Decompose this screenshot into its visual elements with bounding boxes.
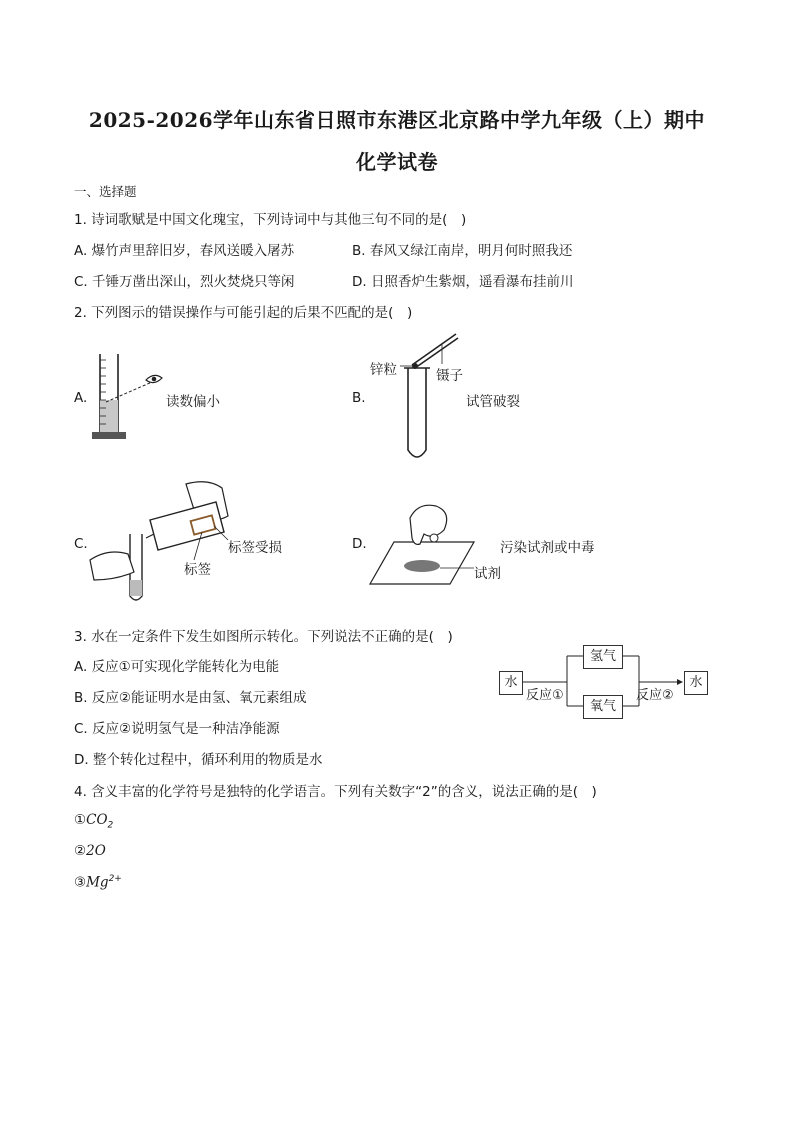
- paper-title-line1: 2025-2026学年山东省日照市东港区北京路中学九年级（上）期中: [88, 108, 706, 132]
- q2-stem: 2. 下列图示的错误操作与可能引起的后果不匹配的是( ): [74, 305, 413, 321]
- q3-option-b: B. 反应②能证明水是由氢、氧元素组成: [74, 690, 307, 706]
- section-heading: 一、选择题: [74, 184, 137, 199]
- tweezers-label: 镊子: [436, 368, 463, 384]
- q2-d-result: 污染试剂或中毒: [500, 540, 595, 556]
- label-caption: 标签: [184, 562, 211, 578]
- q4-item-3-superscript: 2+: [108, 874, 122, 884]
- q1-option-b: B. 春风又绿江南岸，明月何时照我还: [352, 243, 573, 259]
- pouring-liquid-figure: [88, 476, 238, 608]
- q4-item-3: [74, 874, 122, 891]
- hydrogen-box: 氢气: [583, 645, 623, 669]
- q3-option-c: C. 反应②说明氢气是一种洁净能源: [74, 721, 280, 737]
- q4-item-1-formula: CO: [86, 812, 108, 828]
- q4-item-1: [74, 812, 113, 831]
- graduated-cylinder-figure: [88, 350, 178, 442]
- q1-option-c: C. 千锤万凿出深山，烈火焚烧只等闲: [74, 274, 295, 290]
- q2-c-letter: C.: [74, 536, 88, 552]
- q4-item-1-subscript: 2: [107, 820, 114, 831]
- q4-item-3-mark: ③: [74, 874, 87, 891]
- reagent-label: 试剂: [474, 566, 501, 582]
- q2-a-letter: A.: [74, 390, 88, 406]
- oxygen-box: 氧气: [583, 695, 623, 719]
- q3-option-d: D. 整个转化过程中，循环利用的物质是水: [74, 752, 323, 768]
- zinc-leader-line: [398, 330, 458, 370]
- q1-stem: 1. 诗词歌赋是中国文化瑰宝，下列诗词中与其他三句不同的是( ): [74, 212, 467, 228]
- q3-option-a: A. 反应①可实现化学能转化为电能: [74, 659, 280, 675]
- q2-b-letter: B.: [352, 390, 366, 406]
- q4-stem: 4. 含义丰富的化学符号是独特的化学语言。下列有关数字“2”的含义，说法正确的是( ): [74, 784, 597, 800]
- q4-item-2-formula: 2O: [86, 843, 106, 859]
- reaction-2-label: 反应②: [636, 688, 674, 703]
- q1-option-d: D. 日照香炉生紫烟，遥看瀑布挂前川: [352, 274, 574, 290]
- q4-item-3-formula: Mg: [86, 874, 109, 891]
- q2-a-result: 读数偏小: [166, 394, 220, 410]
- q2-b-result: 试管破裂: [466, 394, 520, 410]
- q2-d-letter: D.: [352, 536, 367, 552]
- q1-option-a: A. 爆竹声里辞旧岁，春风送暖入屠苏: [74, 243, 295, 259]
- q4-item-1-mark: ①: [74, 812, 87, 828]
- reaction-1-label: 反应①: [526, 688, 564, 703]
- paper-title-line2: 化学试卷: [356, 150, 438, 174]
- water-box-left: 水: [499, 671, 523, 695]
- water-box-right: 水: [684, 671, 708, 695]
- q4-item-2: [74, 843, 106, 859]
- q4-item-2-mark: ②: [74, 843, 87, 859]
- q2-c-result: 标签受损: [228, 540, 282, 556]
- q3-stem: 3. 水在一定条件下发生如图所示转化。下列说法不正确的是( ): [74, 629, 453, 645]
- touching-reagent-figure: [370, 498, 480, 590]
- zinc-label: 锌粒: [370, 362, 397, 378]
